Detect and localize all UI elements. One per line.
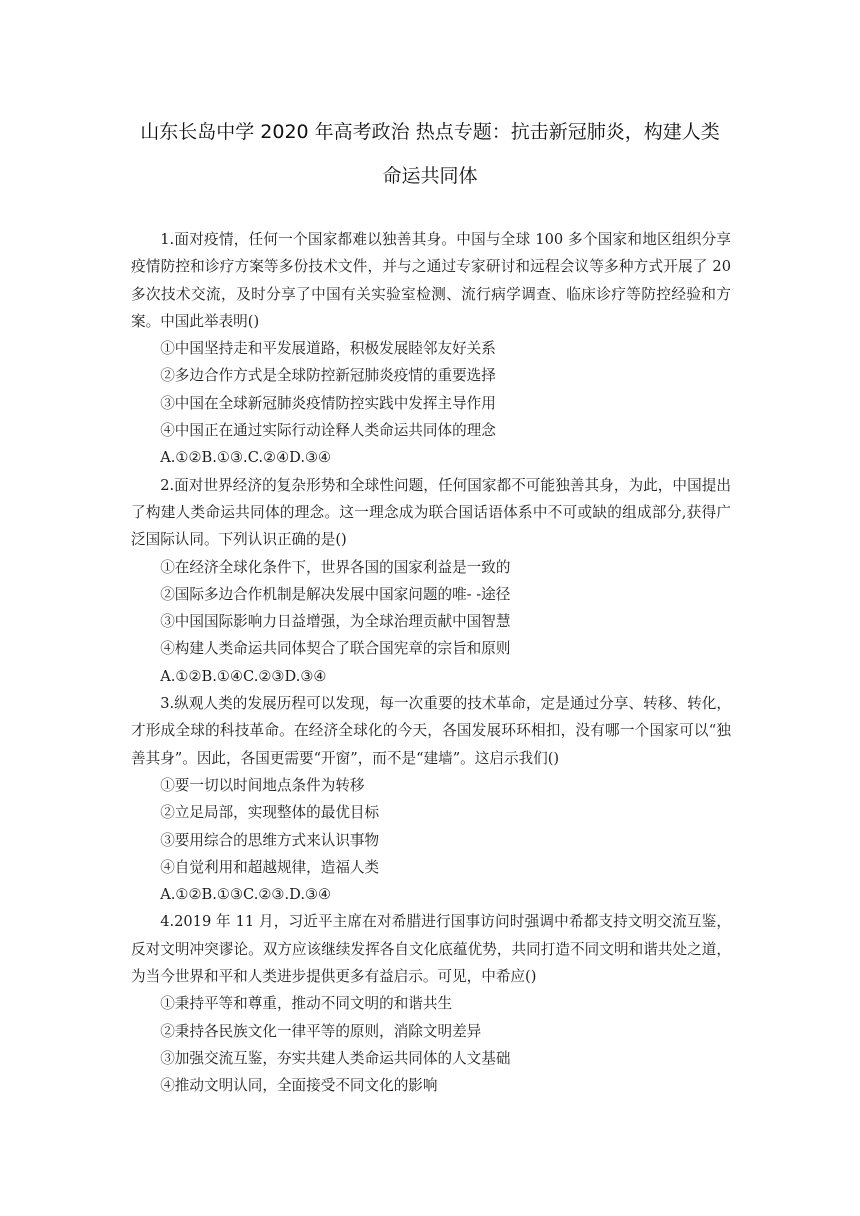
question-3 — [131, 690, 731, 908]
question-stem: 4.2019 年 11 月，习近平主席在对希腊进行国事访问时强调中希都支持文明交流互鉴，反对文明冲突谬论。双方应该继续发挥各自文化底蕴优势，共同打造不同文明和谐共处之道，为当今世界和平和人类进步提供更多有益启示。可见，中希应() — [131, 913, 731, 986]
question-option: ④构建人类命运共同体契合了联合国宪章的宗旨和原则 — [160, 640, 511, 658]
question-option: ①中国坚持走和平发展道路，积极发展睦邻友好关系 — [160, 340, 496, 358]
question-stem: 2.面对世界经济的复杂形势和全球性问题，任何国家都不可能独善其身，为此，中国提出了构建人类命运共同体的理念。这一理念成为联合国话语体系中不可或缺的组成部分,获得广泛国际认同。下列认识正确的是() — [131, 476, 731, 549]
answer-choices: A.①②B.①④C.②③D.③④ — [160, 667, 327, 685]
question-4 — [131, 908, 731, 1099]
question-option: ①秉持平等和尊重，推动不同文明的和谐共生 — [160, 995, 453, 1013]
answer-choices: A.①②B.①③C.②③.D.③④ — [160, 886, 332, 904]
question-1 — [131, 226, 731, 472]
answer-choices: A.①②B.①③.C.②④D.③④ — [160, 449, 332, 467]
question-stem: 1.面对疫情，任何一个国家都难以独善其身。中国与全球 100 多个国家和地区组织分享疫情防控和诊疗方案等多份技术文件，并与之通过专家研讨和远程会议等多种方式开展了 20 多次技术交流，及时分享了中国有关实验室检测、流行病学调查、临床诊疗等防控经验和方案。中国此举表明() — [131, 231, 731, 330]
question-option: ④自觉利用和超越规律，造福人类 — [160, 858, 380, 876]
question-list — [131, 226, 731, 1100]
question-option: ④中国正在通过实际行动诠释人类命运共同体的理念 — [160, 422, 496, 440]
question-option: ③加强交流互鉴，夯实共建人类命运共同体的人文基础 — [160, 1049, 511, 1067]
question-option: ②国际多边合作机制是解决发展中国家问题的唯- -途径 — [160, 585, 511, 603]
question-option: ④推动文明认同，全面接受不同文化的影响 — [160, 1077, 438, 1095]
question-2 — [131, 472, 731, 690]
document-title-line-2: 命运共同体 — [382, 165, 478, 187]
question-option: ②多边合作方式是全球防控新冠肺炎疫情的重要选择 — [160, 367, 496, 385]
question-option: ②秉持各民族文化一律平等的原则，消除文明差异 — [160, 1022, 482, 1040]
question-option: ①要一切以时间地点条件为转移 — [160, 776, 365, 794]
document-title-line-1: 山东长岛中学 2020 年高考政治 热点专题：抗击新冠肺炎，构建人类 — [140, 121, 720, 143]
question-stem: 3.纵观人类的发展历程可以发现，每一次重要的技术革命，定是通过分享、转移、转化，才形成全球的科技革命。在经济全球化的今天，各国发展环环相扣，没有哪一个国家可以“独善其身”。因此，各国更需要“开窗”，而不是“建墙”。这启示我们() — [131, 695, 731, 767]
question-option: ③中国在全球新冠肺炎疫情防控实践中发挥主导作用 — [160, 394, 496, 412]
question-option: ②立足局部，实现整体的最优目标 — [160, 804, 380, 822]
question-option: ③要用综合的思维方式来认识事物 — [160, 831, 380, 849]
question-option: ③中国国际影响力日益增强，为全球治理贡献中国智慧 — [160, 613, 511, 631]
question-option: ①在经济全球化条件下，世界各国的国家利益是一致的 — [160, 558, 511, 576]
